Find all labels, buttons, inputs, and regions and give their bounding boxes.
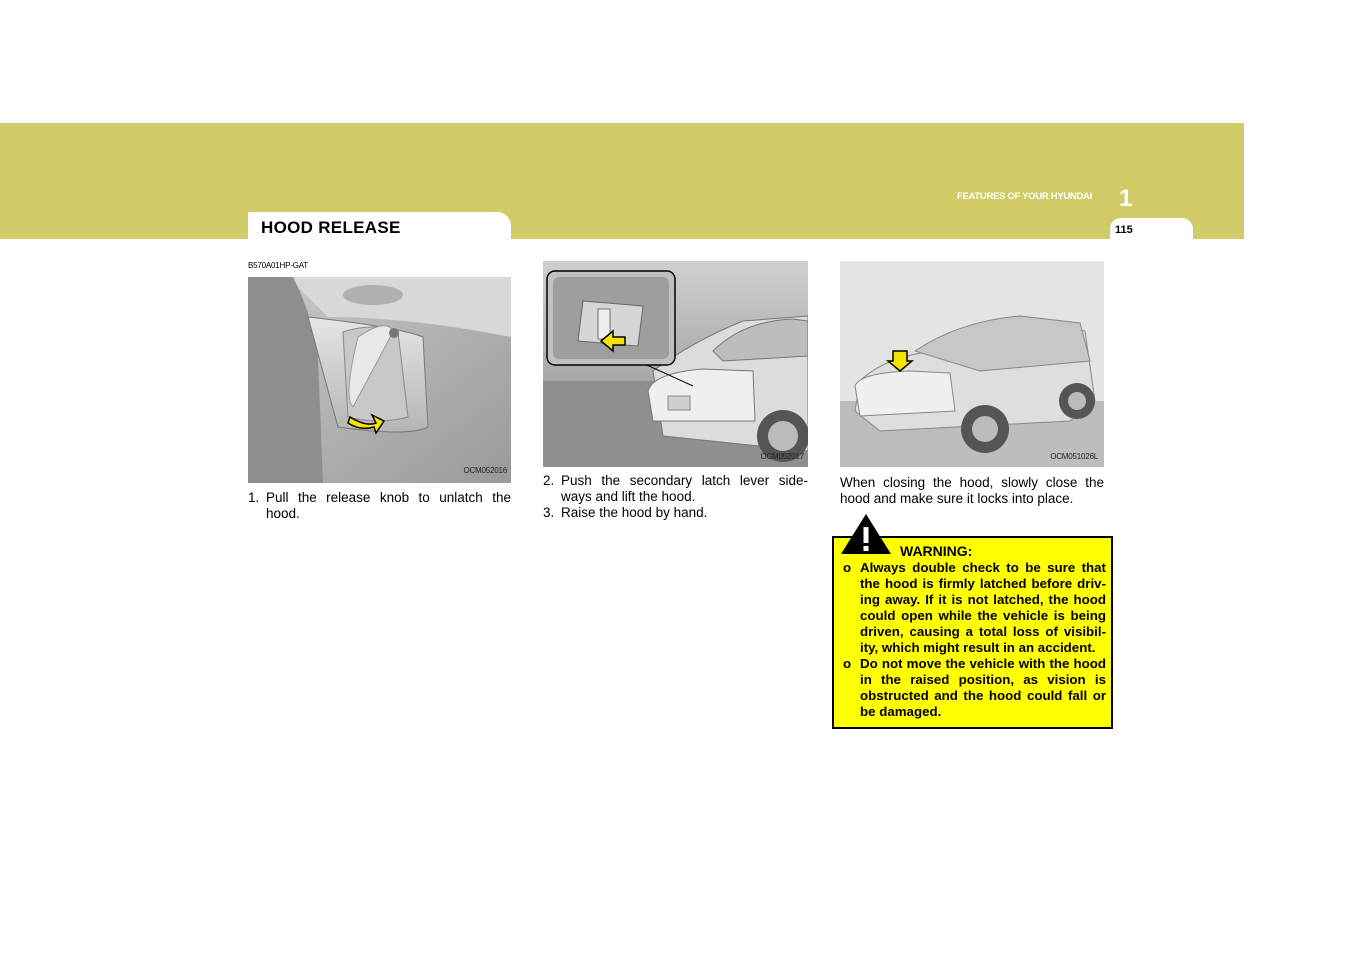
secondary-latch-illustration xyxy=(543,261,808,467)
section-code: B570A01HP-GAT xyxy=(248,261,308,270)
step-text: Push the secondary latch lever side-ways and lift the hood. xyxy=(561,473,808,504)
warning-text: Do not move the vehicle with the hood in the raised position, as vision is obstructed and the hood could fall or be damaged. xyxy=(860,656,1106,719)
warning-text: Always double check to be sure that the hood is firmly latched before driv-ing away. If it is not latched, the hood could open while the vehicle is being driven, causing a total loss of visibil-ity, which might result in an accident. xyxy=(860,560,1106,655)
section-title: HOOD RELEASE xyxy=(261,218,401,237)
step-number: 2. xyxy=(543,473,555,488)
warning-title: WARNING: xyxy=(900,543,973,559)
figure-code: OCM051026L xyxy=(1050,452,1098,461)
warning-triangle-icon xyxy=(840,513,892,555)
figure-closing-hood xyxy=(840,261,1104,467)
warning-item xyxy=(841,560,1106,656)
step-list-column-2 xyxy=(543,473,808,521)
hood-release-knob-illustration xyxy=(248,277,511,483)
warning-list xyxy=(841,560,1106,720)
step-number: 1. xyxy=(248,490,260,505)
page-number: 115 xyxy=(1115,224,1133,236)
chapter-number: 1 xyxy=(1119,185,1133,212)
figure-code: OCM052016 xyxy=(463,466,507,475)
warning-bullet: o xyxy=(843,656,852,671)
closing-hood-illustration xyxy=(840,261,1104,467)
page-number-tab xyxy=(1110,218,1193,240)
figure-code: OCM052017 xyxy=(760,452,804,461)
step-list-column-1 xyxy=(248,490,511,522)
warning-bullet: o xyxy=(843,560,852,575)
figure-secondary-latch xyxy=(543,261,808,467)
step-number: 3. xyxy=(543,505,555,520)
step-text: Raise the hood by hand. xyxy=(561,505,708,520)
header-band xyxy=(0,123,1244,239)
section-tab xyxy=(248,212,511,240)
figure-hood-release-knob xyxy=(248,277,511,483)
chapter-label: FEATURES OF YOUR HYUNDAI xyxy=(957,191,1092,202)
warning-box xyxy=(832,536,1113,729)
step-item xyxy=(543,473,808,505)
warning-item xyxy=(841,656,1106,720)
step-item xyxy=(543,505,808,521)
step-item xyxy=(248,490,511,522)
closing-note: When closing the hood, slowly close the hood and make sure it locks into place. xyxy=(840,475,1104,506)
step-text: Pull the release knob to unlatch the hood. xyxy=(266,490,511,521)
